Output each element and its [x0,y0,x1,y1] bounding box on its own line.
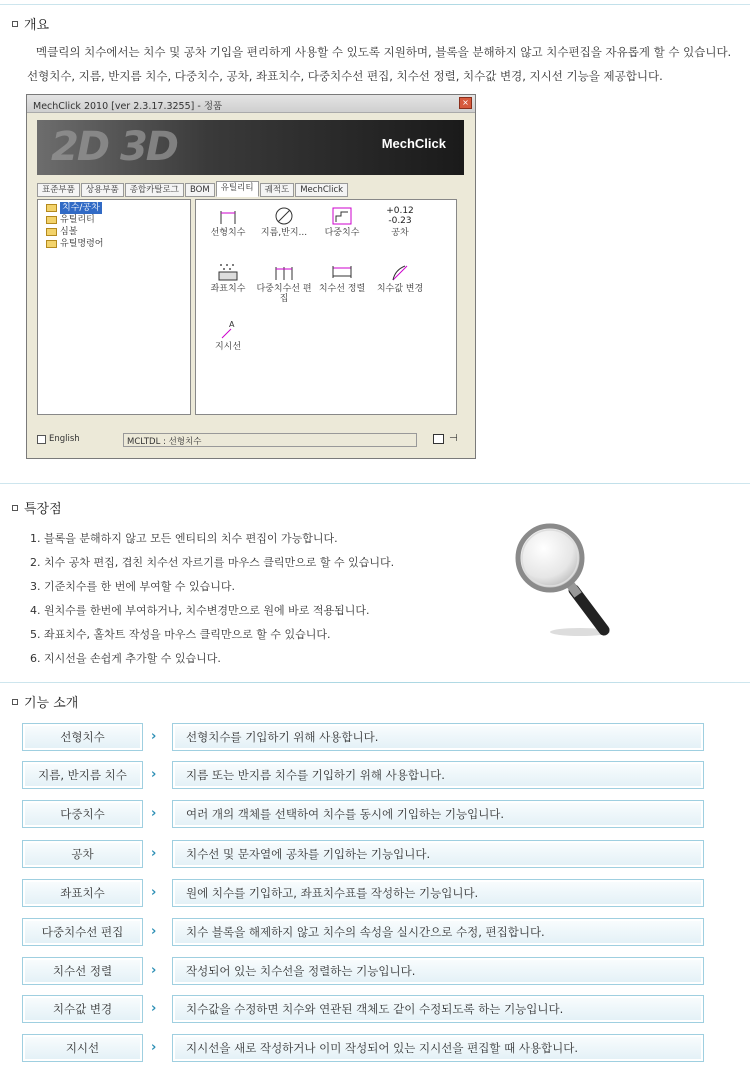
tab-bom[interactable]: BOM [185,183,215,197]
folder-icon [46,228,57,236]
function-row [22,995,704,1023]
function-label[interactable]: 치수선 정렬 [22,957,143,985]
cmd-diameter-radius[interactable]: 지름,반지... [254,204,314,238]
function-row [22,918,704,946]
tab-utility[interactable]: 유틸리티 [216,181,259,197]
function-description: 지시선을 새로 작성하거나 이미 작성되어 있는 지시선을 편집할 때 사용합니다. [172,1034,704,1062]
close-icon[interactable]: × [459,97,472,109]
status-field: MCLTDL : 선형치수 [123,433,417,447]
coordinate-dimension-icon [198,260,258,284]
chevron-right-icon: › [151,806,157,821]
function-label[interactable]: 좌표치수 [22,879,143,907]
cmd-coordinate-dimension[interactable]: 좌표치수 [198,260,258,294]
cmd-linear-dimension[interactable]: 선형치수 [198,204,258,238]
function-description: 작성되어 있는 치수선을 정렬하는 기능입니다. [172,957,704,985]
function-description: 치수선 및 문자열에 공차를 기입하는 기능입니다. [172,840,704,868]
tab-catalog[interactable]: 종합카탈로그 [125,183,184,197]
tolerance-icon: +0.12 -0.23 [386,206,414,226]
tree-item-utility-commands[interactable]: 유틸명령어 [38,238,190,250]
square-bullet-icon [12,21,18,27]
function-row [22,840,704,868]
window-titlebar [27,95,475,113]
features-divider [0,483,750,484]
feature-item: 1. 블록을 분해하지 않고 모든 엔티티의 치수 편집이 가능합니다. [30,532,338,545]
category-tree [37,199,191,415]
tab-trajectory[interactable]: 궤적도 [260,183,295,197]
tree-item-symbol[interactable]: 심볼 [38,226,190,238]
banner-image [37,120,464,175]
function-label[interactable]: 다중치수 [22,800,143,828]
chevron-right-icon: › [151,729,157,744]
overview-title: 개요 [24,18,50,33]
function-label[interactable]: 치수값 변경 [22,995,143,1023]
tab-mechclick[interactable]: MechClick [295,183,348,197]
folder-icon [46,240,57,248]
chevron-right-icon: › [151,885,157,900]
function-row [22,1034,704,1062]
overview-line-1: 멕클릭의 치수에서는 치수 및 공차 기입을 편리하게 사용할 수 있도록 지원하며, 블록을 분해하지 않고 치수편집을 자유롭게 할 수 있습니다. [36,45,732,59]
function-description: 원에 치수를 기입하고, 좌표치수표를 작성하는 기능입니다. [172,879,704,907]
function-description: 치수 블록을 해제하지 않고 치수의 속성을 실시간으로 수정, 편집합니다. [172,918,704,946]
status-bar [37,433,464,449]
function-row [22,800,704,828]
function-row [22,761,704,789]
features-title: 특장점 [24,502,62,517]
square-bullet-icon [12,699,18,705]
function-description: 선형치수를 기입하기 위해 사용합니다. [172,723,704,751]
folder-icon [46,216,57,224]
tree-item-dimension[interactable]: 치수/공차 [38,202,190,214]
feature-item: 5. 좌표치수, 홀차트 작성을 마우스 클릭만으로 할 수 있습니다. [30,628,331,641]
tab-bar [37,183,348,197]
functions-divider [0,682,750,683]
top-divider [0,4,750,5]
feature-item: 2. 치수 공차 편집, 겹친 치수선 자르기를 마우스 클릭만으로 할 수 있습니다. [30,556,395,569]
english-checkbox[interactable] [37,435,46,444]
multi-dimension-icon [312,204,372,228]
function-description: 치수값을 수정하면 치수와 연관된 객체도 같이 수정되도록 하는 기능입니다. [172,995,704,1023]
function-label[interactable]: 지름, 반지름 치수 [22,761,143,789]
overview-heading [12,14,49,33]
cmd-multi-dimension-edit[interactable]: 다중치수선 편집 [254,260,314,304]
command-icon-panel [195,199,457,415]
brand-logo: MechClick [381,136,446,151]
magnifier-icon [512,520,622,640]
function-label[interactable]: 선형치수 [22,723,143,751]
chevron-right-icon: › [151,846,157,861]
feature-item: 6. 지시선을 손쉽게 추가할 수 있습니다. [30,652,221,665]
cmd-leader[interactable]: A 지시선 [198,318,258,352]
linear-dimension-icon [198,204,258,228]
function-row [22,723,704,751]
tree-item-utility[interactable]: 유틸리티 [38,214,190,226]
dimension-align-icon [312,260,372,284]
window-icon[interactable] [433,434,444,444]
function-label[interactable]: 지시선 [22,1034,143,1062]
diameter-icon [254,204,314,228]
english-checkbox-label: English [49,434,80,444]
function-row [22,957,704,985]
feature-item: 4. 원치수를 한번에 부여하거나, 치수변경만으로 원에 바로 적용됩니다. [30,604,370,617]
svg-text:A: A [229,320,235,329]
chevron-right-icon: › [151,1001,157,1016]
features-heading [12,498,62,517]
function-description: 여러 개의 객체를 선택하여 치수를 동시에 기입하는 기능입니다. [172,800,704,828]
function-label[interactable]: 다중치수선 편집 [22,918,143,946]
square-bullet-icon [12,505,18,511]
tab-standard-parts[interactable]: 표준부품 [37,183,80,197]
dimension-value-icon [370,260,430,284]
leader-icon [198,318,258,342]
function-label[interactable]: 공차 [22,840,143,868]
chevron-right-icon: › [151,1040,157,1055]
cmd-dimension-align[interactable]: 치수선 정렬 [312,260,372,294]
cmd-tolerance[interactable]: +0.12 -0.23 공차 [370,204,430,238]
pin-icon[interactable]: ⊣ [449,433,458,444]
feature-item: 3. 기준치수를 한 번에 부여할 수 있습니다. [30,580,235,593]
mechclick-window [26,94,476,459]
chevron-right-icon: › [151,924,157,939]
tab-commercial-parts[interactable]: 상용부품 [81,183,124,197]
overview-line-2: 선형치수, 지름, 반지름 치수, 다중치수, 공차, 좌표치수, 다중치수선 편집, 치수선 정렬, 치수값 변경, 지시선 기능을 제공합니다. [27,69,663,83]
functions-title: 기능 소개 [24,696,79,711]
chevron-right-icon: › [151,963,157,978]
banner-2d3d-graphic: 2D 3D [51,124,177,170]
cmd-multi-dimension[interactable]: 다중치수 [312,204,372,238]
function-row [22,879,704,907]
functions-heading [12,692,78,711]
window-title: MechClick 2010 [ver 2.3.17.3255] - 정품 [33,101,223,112]
multi-dimension-edit-icon [254,260,314,284]
folder-open-icon [46,204,57,212]
chevron-right-icon: › [151,767,157,782]
function-description: 지름 또는 반지름 치수를 기입하기 위해 사용합니다. [172,761,704,789]
cmd-dimension-value-change[interactable]: 치수값 변경 [370,260,430,294]
